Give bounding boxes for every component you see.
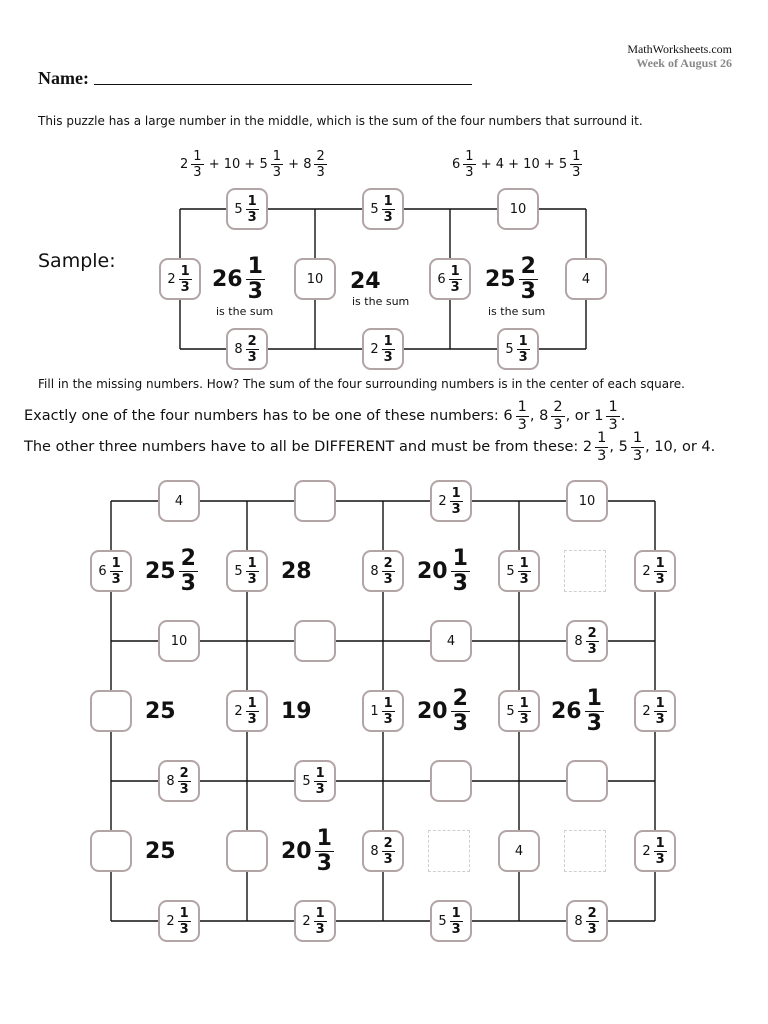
puzzle-edge-value: 2 1 3 <box>158 900 200 942</box>
option-one-third: 1 1 3 <box>594 399 618 433</box>
puzzle-edge-value: 4 <box>430 620 472 662</box>
option-two-third: 2 1 3 <box>582 430 607 464</box>
puzzle-side-value: 1 1 3 <box>362 690 404 732</box>
puzzle-edge-value[interactable] <box>566 760 608 802</box>
sample-side-value: 6 1 3 <box>429 258 471 300</box>
week-label: Week of August 26 <box>636 56 732 70</box>
separator: , or <box>565 408 590 424</box>
puzzle-edge-value[interactable] <box>294 480 336 522</box>
puzzle-edge-value: 4 <box>158 480 200 522</box>
sample-center-sum: 25 2 3 <box>485 253 536 304</box>
puzzle-center-sum: 20 1 3 <box>281 825 332 876</box>
puzzle-center-sum: 25 <box>145 698 176 724</box>
option-eight-two-thirds: 8 2 3 <box>539 399 563 433</box>
sample-equation-2: 6 1 3 + 4 + 10 + 5 1 3 <box>452 149 581 180</box>
puzzle-edge-value: 5 1 3 <box>430 900 472 942</box>
puzzle-edge-value[interactable] <box>294 620 336 662</box>
puzzle-answer-slot[interactable] <box>564 830 606 872</box>
puzzle-edge-value: 5 1 3 <box>294 760 336 802</box>
puzzle-side-value: 8 2 3 <box>362 830 404 872</box>
puzzle-edge-value: 2 1 3 <box>294 900 336 942</box>
sample-equation-1: 2 1 3 + 10 + 5 1 3 + 8 2 3 <box>180 149 325 180</box>
puzzle-edge-value: 8 2 3 <box>566 620 608 662</box>
puzzle-edge-value: 10 <box>566 480 608 522</box>
sample-bottom-value: 2 1 3 <box>362 328 404 370</box>
sample-sum-note: is the sum <box>216 305 274 318</box>
puzzle-side-value[interactable] <box>90 830 132 872</box>
separator: , <box>529 408 535 424</box>
option-five-third: 5 1 3 <box>618 430 643 464</box>
sample-bottom-value: 5 1 3 <box>497 328 539 370</box>
puzzle-answer-slot[interactable] <box>564 550 606 592</box>
sample-bottom-value: 8 2 3 <box>226 328 268 370</box>
instruction-line-3-text: The other three numbers have to all be DIFFERENT and must be from these: <box>24 439 579 455</box>
instruction-line-3: The other three numbers have to all be DIFFERENT and must be from these: 2 1 3 , 5 1 3 , 10, or 4. <box>24 430 716 464</box>
puzzle-edge-value: 8 2 3 <box>158 760 200 802</box>
sample-center-sum: 24 <box>350 268 381 294</box>
sample-top-value: 5 1 3 <box>226 188 268 230</box>
sample-top-value: 5 1 3 <box>362 188 404 230</box>
puzzle-center-sum: 19 <box>281 698 312 724</box>
sample-side-value: 2 1 3 <box>159 258 201 300</box>
puzzle-center-sum: 26 1 3 <box>551 685 602 736</box>
puzzle-center-sum: 25 <box>145 838 176 864</box>
instruction-line-1: Fill in the missing numbers. How? The sum of the four surrounding numbers is in the center of each square. <box>38 377 685 391</box>
puzzle-side-value: 2 1 3 <box>634 830 676 872</box>
site-name: MathWorksheets.com <box>627 42 732 56</box>
puzzle-side-value[interactable] <box>226 830 268 872</box>
puzzle-side-value[interactable] <box>90 690 132 732</box>
sample-side-value: 4 <box>565 258 607 300</box>
puzzle-center-sum: 20 2 3 <box>417 685 468 736</box>
puzzle-side-value: 8 2 3 <box>362 550 404 592</box>
puzzle-side-value: 2 1 3 <box>634 550 676 592</box>
puzzle-edge-value[interactable] <box>430 760 472 802</box>
option-rest: 10, or 4. <box>654 439 716 455</box>
period: . <box>620 408 626 424</box>
intro-text: This puzzle has a large number in the middle, which is the sum of the four numbers that surround it. <box>38 114 643 128</box>
puzzle-edge-value: 2 1 3 <box>430 480 472 522</box>
puzzle-side-value: 4 <box>498 830 540 872</box>
puzzle-edge-value: 10 <box>158 620 200 662</box>
puzzle-center-sum: 25 2 3 <box>145 545 196 596</box>
sample-top-value: 10 <box>497 188 539 230</box>
puzzle-edge-value: 8 2 3 <box>566 900 608 942</box>
sample-center-sum: 26 1 3 <box>212 253 263 304</box>
puzzle-side-value: 5 1 3 <box>226 550 268 592</box>
sample-sum-note: is the sum <box>488 305 546 318</box>
puzzle-side-value: 5 1 3 <box>498 550 540 592</box>
instruction-line-2 <box>24 400 625 432</box>
sample-label: Sample: <box>38 250 116 272</box>
puzzle-center-sum: 20 1 3 <box>417 545 468 596</box>
instruction-line-2-text: Exactly one of the four numbers has to be one of these numbers: <box>24 408 499 424</box>
option-six-third: 6 1 3 <box>503 399 527 433</box>
puzzle-side-value: 2 1 3 <box>634 690 676 732</box>
name-label: Name: <box>38 68 89 88</box>
puzzle-center-sum: 28 <box>281 558 312 584</box>
puzzle-answer-slot[interactable] <box>428 830 470 872</box>
puzzle-side-value: 6 1 3 <box>90 550 132 592</box>
sample-side-value: 10 <box>294 258 336 300</box>
puzzle-side-value: 5 1 3 <box>498 690 540 732</box>
puzzle-side-value: 2 1 3 <box>226 690 268 732</box>
sample-sum-note: is the sum <box>352 295 410 308</box>
